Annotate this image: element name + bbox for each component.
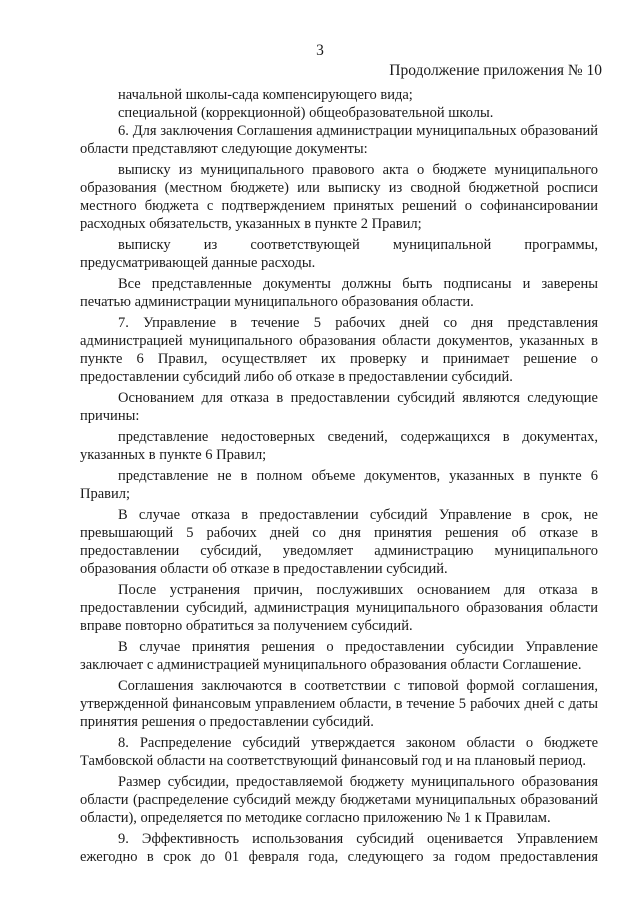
- paragraph: После устранения причин, послуживших основанием для отказа в предоставлении субсидий, администрация муниципального образования области вправе повторно обратиться за получением субсидий.: [80, 582, 598, 634]
- paragraph: В случае отказа в предоставлении субсидий Управление в срок, не превышающий 5 рабочих дней со дня принятия решения об отказе в предоставлении субсидий, уведомляет администрацию муниципального образования области об отказе в предоставлении субсидий.: [80, 507, 598, 577]
- paragraph: выписку из соответствующей муниципальной программы, предусматривающей данные расходы.: [80, 237, 598, 271]
- paragraph-item-9: 9. Эффективность использования субсидий оценивается Управлением ежегодно в срок до 01 февраля года, следующего за годом предоставления: [80, 831, 598, 865]
- paragraph: специальной (коррекционной) общеобразовательной школы.: [118, 105, 494, 121]
- paragraph: представление недостоверных сведений, содержащихся в документах, указанных в пункте 6 Правил;: [80, 429, 598, 463]
- paragraph: В случае принятия решения о предоставлении субсидии Управление заключает с администрацией муниципального образования области Соглашение.: [80, 639, 598, 673]
- paragraph: Основанием для отказа в предоставлении субсидий являются следующие причины:: [80, 390, 598, 424]
- paragraph-item-7: 7. Управление в течение 5 рабочих дней со дня представления администрацией муниципального образования области документов, указанных в пункте 6 Правил, осуществляет их проверку и принимает решение о предоставлении субсидий либо об отказе в предоставлении субсидий.: [80, 315, 598, 385]
- paragraph: Все представленные документы должны быть подписаны и заверены печатью администрации муниципального образования области.: [80, 276, 598, 310]
- paragraph-item-6: 6. Для заключения Соглашения администрации муниципальных образований области представляют следующие документы:: [80, 123, 598, 157]
- paragraph: Соглашения заключаются в соответствии с типовой формой соглашения, утвержденной финансовым управлением области, в течение 5 рабочих дней с даты принятия решения о предоставлении субсидий.: [80, 678, 598, 730]
- document-body: [80, 86, 598, 869]
- paragraph-item-8: 8. Распределение субсидий утверждается законом области о бюджете Тамбовской области на соответствующий финансовый год и на плановый период.: [80, 735, 598, 769]
- paragraph: начальной школы-сада компенсирующего вида;: [118, 87, 413, 103]
- appendix-continuation-label: Продолжение приложения № 10: [389, 62, 602, 79]
- paragraph: Размер субсидии, предоставляемой бюджету муниципального образования области (распределение субсидий между бюджетами муниципальных образований области), определяется по методике согласно приложению № 1 к Правилам.: [80, 774, 598, 826]
- paragraph: представление не в полном объеме документов, указанных в пункте 6 Правил;: [80, 468, 598, 502]
- paragraph: выписку из муниципального правового акта о бюджете муниципального образования (местном бюджете) или выписку из сводной бюджетной росписи местного бюджета с подтверждением принятых решений о софинансировании расходных обязательств, указанных в пункте 2 Правил;: [80, 162, 598, 232]
- page-number: 3: [316, 42, 324, 59]
